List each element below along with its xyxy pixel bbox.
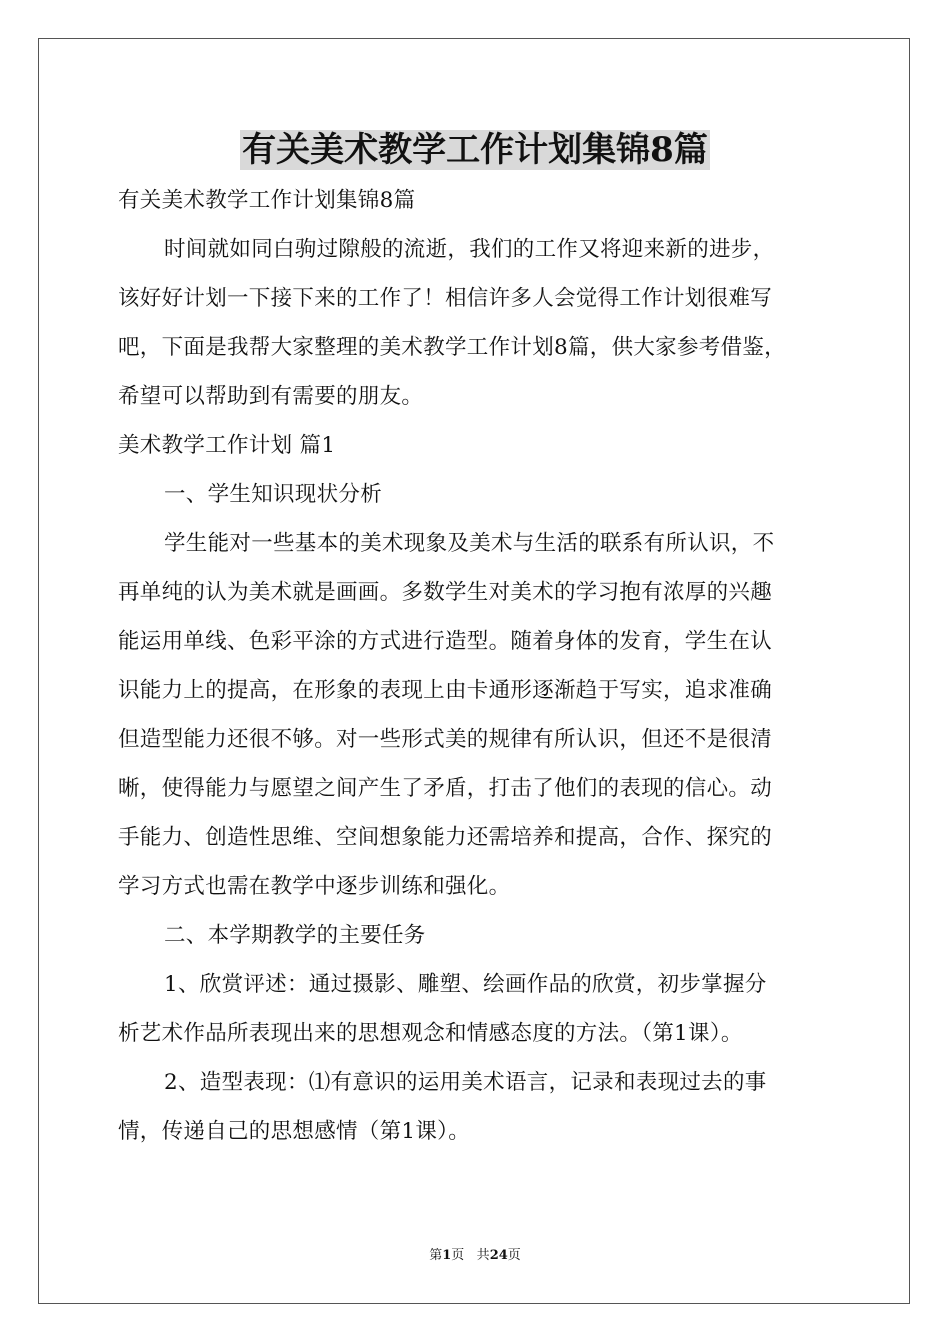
total-pages: 24 xyxy=(489,1248,508,1263)
document-title-text: 有关美术教学工作计划集锦8篇 xyxy=(242,130,708,170)
body-paragraph-line: 再单纯的认为美术就是画画。多数学生对美术的学习抱有浓厚的兴趣 xyxy=(118,580,773,605)
total-suffix: 页 xyxy=(507,1248,521,1263)
page-prefix: 第 xyxy=(429,1248,443,1263)
body-paragraph-line: 手能力、创造性思维、空间想象能力还需培养和提高，合作、探究的 xyxy=(118,825,773,850)
body-paragraph-line: 2、造型表现：⑴有意识的运用美术语言，记录和表现过去的事 xyxy=(164,1070,767,1095)
intro-paragraph-line: 该好好计划一下接下来的工作了！相信许多人会觉得工作计划很难写 xyxy=(118,286,773,311)
subsection-heading: 二、本学期教学的主要任务 xyxy=(164,923,426,948)
body-paragraph-line: 析艺术作品所表现出来的思想观念和情感态度的方法。（第1课）。 xyxy=(118,1021,743,1046)
body-paragraph-line: 情，传递自己的思想感情（第1课）。 xyxy=(118,1119,471,1144)
subtitle-line: 有关美术教学工作计划集锦8篇 xyxy=(118,188,416,213)
body-paragraph-line: 学生能对一些基本的美术现象及美术与生活的联系有所认识，不 xyxy=(164,531,775,556)
document-body xyxy=(118,176,838,1156)
subsection-heading: 一、学生知识现状分析 xyxy=(164,482,383,507)
body-paragraph-line: 能运用单线、色彩平涂的方式进行造型。随着身体的发育，学生在认 xyxy=(118,629,773,654)
page-suffix: 页 xyxy=(451,1248,465,1263)
intro-paragraph-line: 希望可以帮助到有需要的朋友。 xyxy=(118,384,424,409)
page-number: 1 xyxy=(442,1248,452,1263)
body-paragraph-line: 识能力上的提高，在形象的表现上由卡通形逐渐趋于写实，追求准确 xyxy=(118,678,773,703)
body-paragraph-line: 1、欣赏评述：通过摄影、雕塑、绘画作品的欣赏，初步掌握分 xyxy=(164,972,767,997)
intro-paragraph-line: 吧，下面是我帮大家整理的美术教学工作计划8篇，供大家参考借鉴， xyxy=(118,335,786,360)
page-footer xyxy=(0,1246,950,1266)
total-prefix: 共 xyxy=(476,1248,490,1263)
document-title xyxy=(0,124,950,176)
body-paragraph-line: 但造型能力还很不够。对一些形式美的规律有所认识，但还不是很清 xyxy=(118,727,773,752)
intro-paragraph-line: 时间就如同白驹过隙般的流逝，我们的工作又将迎来新的进步， xyxy=(164,237,775,262)
section-heading: 美术教学工作计划 篇1 xyxy=(118,433,336,458)
body-paragraph-line: 学习方式也需在教学中逐步训练和强化。 xyxy=(118,874,511,899)
body-paragraph-line: 晰，使得能力与愿望之间产生了矛盾，打击了他们的表现的信心。动 xyxy=(118,776,773,801)
